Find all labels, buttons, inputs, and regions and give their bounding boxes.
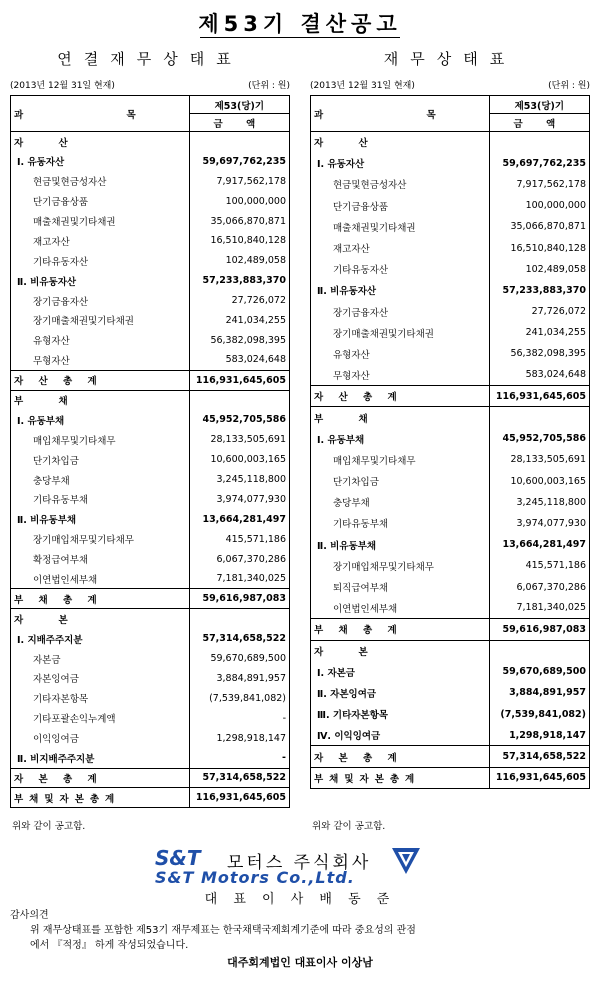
table-row [11, 171, 290, 191]
table-row [11, 748, 290, 768]
row-label: 단기차입금 [11, 450, 190, 470]
row-label: 부 채 [311, 407, 490, 428]
row-amount: 13,664,281,497 [202, 513, 286, 525]
table-row [11, 728, 290, 748]
row-amount: 56,382,098,395 [510, 348, 586, 360]
row-label: 부 채 총 계 [311, 619, 490, 640]
table-row [311, 386, 590, 407]
right-heading: 재무상태표 [383, 50, 517, 68]
row-label: 기타유동자산 [311, 259, 490, 280]
table-row [11, 569, 290, 589]
table-row [311, 280, 590, 301]
row-label: Ⅰ. 유동자산 [311, 153, 490, 174]
row-amount: 116,931,645,605 [489, 386, 589, 407]
row-amount: 100,000,000 [525, 200, 586, 212]
row-label: 자 산 총 계 [311, 386, 490, 407]
table-row [311, 237, 590, 258]
row-amount: 241,034,255 [225, 314, 286, 326]
row-amount: 7,181,340,025 [516, 602, 586, 614]
row-amount: 27,726,072 [231, 295, 286, 307]
row-label: Ⅱ. 비유동부채 [311, 534, 490, 555]
row-label: 단기차입금 [311, 471, 490, 492]
row-amount: 28,133,505,691 [210, 434, 286, 446]
table-row [11, 271, 290, 291]
row-label: Ⅰ. 유동부채 [311, 428, 490, 449]
right-date: (2013년 12월 31일 현재) [310, 81, 415, 91]
row-label: Ⅱ. 비지배주주지분 [11, 748, 190, 768]
row-amount: 16,510,840,128 [210, 235, 286, 247]
right-note: 위와 같이 공고함. [312, 821, 386, 832]
table-row [311, 216, 590, 237]
table-row [11, 609, 290, 629]
table-row [11, 450, 290, 470]
row-amount: 3,884,891,957 [509, 687, 586, 699]
table-row [311, 534, 590, 555]
audit-line1: 위 재무상태표를 포함한 제53기 재무제표는 한국채택국제회계기준에 따라 중요성의 관점 [30, 925, 416, 936]
row-label: 부채및자본총계 [11, 788, 190, 808]
notice-title: 제53기 결산공고 [198, 12, 402, 36]
row-label: 현금및현금성자산 [11, 171, 190, 191]
row-label: 기타포괄손익누계액 [11, 708, 190, 728]
row-label: Ⅳ. 이익잉여금 [311, 725, 490, 746]
row-label: 매입채무및기타채무 [11, 430, 190, 450]
table-row [311, 343, 590, 364]
table-row [11, 688, 290, 708]
table-row [11, 529, 290, 549]
audit-heading: 감사의견 [10, 910, 49, 921]
row-label: 기타유동부채 [311, 513, 490, 534]
row-amount: (7,539,841,082) [209, 692, 286, 704]
right-col-subject: 과 목 [311, 96, 490, 132]
row-amount: 13,664,281,497 [502, 539, 586, 551]
row-label: 자본금 [11, 649, 190, 669]
row-amount: 45,952,705,586 [502, 433, 586, 445]
table-row [11, 350, 290, 370]
table-row [11, 430, 290, 450]
row-amount: 415,571,186 [225, 533, 286, 545]
table-row [11, 311, 290, 331]
row-label: 장기매출채권및기타채권 [311, 322, 490, 343]
row-amount: - [282, 752, 286, 764]
row-amount: 415,571,186 [525, 560, 586, 572]
row-amount: 100,000,000 [225, 195, 286, 207]
table-row [311, 449, 590, 470]
row-amount: 59,616,987,083 [489, 619, 589, 640]
row-amount: 57,314,658,522 [189, 768, 289, 788]
company-name-kr: 모터스 주식회사 [227, 853, 372, 873]
table-row [11, 768, 290, 788]
left-heading: 연결재무상태표 [57, 50, 243, 68]
row-amount: 116,931,645,605 [489, 767, 589, 788]
table-row [311, 365, 590, 386]
row-label: Ⅱ. 비유동자산 [11, 271, 190, 291]
row-amount: 59,616,987,083 [189, 589, 289, 609]
row-label: 매입채무및기타채무 [311, 449, 490, 470]
row-label: 확정급여부채 [11, 549, 190, 569]
table-row [311, 555, 590, 576]
row-amount: 1,298,918,147 [216, 732, 286, 744]
table-row [311, 598, 590, 619]
table-row [311, 195, 590, 216]
row-label: Ⅱ. 비유동부채 [11, 509, 190, 529]
emblem-icon [390, 846, 422, 876]
row-label: Ⅱ. 비유동자산 [311, 280, 490, 301]
row-amount: 102,489,058 [525, 263, 586, 275]
row-label: Ⅰ. 유동자산 [11, 151, 190, 171]
table-row [311, 259, 590, 280]
row-label: 현금및현금성자산 [311, 174, 490, 195]
table-row [11, 151, 290, 171]
row-amount: 10,600,003,165 [210, 454, 286, 466]
left-balance-table [10, 95, 290, 808]
row-amount: 7,917,562,178 [516, 178, 586, 190]
row-label: 기타유동부채 [11, 490, 190, 510]
row-label: Ⅱ. 자본잉여금 [311, 682, 490, 703]
row-amount: 241,034,255 [525, 327, 586, 339]
table-row [11, 470, 290, 490]
table-row [311, 407, 590, 428]
row-label: 이익잉여금 [11, 728, 190, 748]
table-row [311, 725, 590, 746]
row-amount: 6,067,370,286 [216, 553, 286, 565]
row-amount: 116,931,645,605 [189, 788, 289, 808]
table-row [11, 211, 290, 231]
table-row [11, 490, 290, 510]
row-label: 부 채 [11, 390, 190, 410]
row-label: 장기금융자산 [311, 301, 490, 322]
table-row [311, 767, 590, 788]
table-row [311, 301, 590, 322]
row-amount: 16,510,840,128 [510, 242, 586, 254]
row-amount: 3,884,891,957 [216, 672, 286, 684]
table-row [311, 132, 590, 153]
row-label: 기타자본항목 [11, 688, 190, 708]
row-label: 자 산 [11, 132, 190, 152]
row-label: 무형자산 [11, 350, 190, 370]
row-label: 자 산 총 계 [11, 370, 190, 390]
row-amount: 583,024,648 [225, 354, 286, 366]
row-amount: 27,726,072 [531, 306, 586, 318]
row-label: 장기금융자산 [11, 291, 190, 311]
left-note: 위와 같이 공고함. [12, 821, 86, 832]
table-row [11, 390, 290, 410]
row-amount: 59,670,689,500 [502, 666, 586, 678]
table-row [11, 669, 290, 689]
row-label: Ⅰ. 자본금 [311, 661, 490, 682]
row-amount [189, 390, 289, 410]
table-row [11, 330, 290, 350]
left-col-amount: 금 액 [189, 114, 289, 132]
row-amount: 35,066,870,871 [510, 221, 586, 233]
table-row [11, 231, 290, 251]
table-row [311, 640, 590, 661]
row-label: 이연법인세부채 [311, 598, 490, 619]
table-row [11, 132, 290, 152]
table-row [311, 492, 590, 513]
table-row [311, 471, 590, 492]
right-unit: (단위 : 원) [548, 81, 590, 91]
row-amount [189, 609, 289, 629]
row-label: 자 본 총 계 [311, 746, 490, 767]
row-amount: 7,917,562,178 [216, 175, 286, 187]
table-row [11, 549, 290, 569]
row-label: 장기매입채무및기타채무 [311, 555, 490, 576]
row-amount [189, 132, 289, 152]
row-amount [489, 407, 589, 428]
row-amount: 1,298,918,147 [509, 729, 586, 741]
table-row [311, 322, 590, 343]
row-label: 이연법인세부채 [11, 569, 190, 589]
right-col-amount: 금 액 [489, 114, 589, 132]
row-label: 매출채권및기타채권 [311, 216, 490, 237]
row-amount [489, 640, 589, 661]
row-amount: 59,697,762,235 [202, 155, 286, 167]
company-name-en: S&T Motors Co.,Ltd. [155, 868, 355, 887]
title-underline [200, 37, 400, 38]
table-row [11, 788, 290, 808]
table-row [311, 746, 590, 767]
row-label: 유형자산 [11, 330, 190, 350]
audit-signature: 대주회계법인 대표이사 이상남 [227, 956, 373, 969]
table-row [11, 649, 290, 669]
row-label: Ⅲ. 기타자본항목 [311, 704, 490, 725]
row-amount: 3,245,118,800 [516, 496, 586, 508]
row-label: 유형자산 [311, 343, 490, 364]
left-date: (2013년 12월 31일 현재) [10, 81, 115, 91]
row-amount: 6,067,370,286 [516, 581, 586, 593]
row-label: 충당부채 [11, 470, 190, 490]
row-amount: 35,066,870,871 [210, 215, 286, 227]
row-label: 자 본 총 계 [11, 768, 190, 788]
table-row [311, 428, 590, 449]
row-amount: 45,952,705,586 [202, 414, 286, 426]
table-row [11, 589, 290, 609]
row-label: 재고자산 [11, 231, 190, 251]
row-amount: - [282, 712, 286, 724]
table-row [11, 191, 290, 211]
table-row [11, 509, 290, 529]
row-amount: 28,133,505,691 [510, 454, 586, 466]
row-label: 장기매출채권및기타채권 [11, 311, 190, 331]
row-amount: 102,489,058 [225, 255, 286, 267]
row-label: 부채및자본총계 [311, 767, 490, 788]
row-amount: 583,024,648 [525, 369, 586, 381]
row-amount: 59,697,762,235 [502, 157, 586, 169]
row-label: 퇴직급여부채 [311, 576, 490, 597]
table-row [11, 370, 290, 390]
table-row [11, 629, 290, 649]
row-label: Ⅰ. 지배주주지분 [11, 629, 190, 649]
row-amount: 59,670,689,500 [210, 653, 286, 665]
row-amount: 3,974,077,930 [216, 493, 286, 505]
right-col-period: 제53(당)기 [489, 96, 589, 114]
ceo-name: 대 표 이 사 배 동 준 [204, 892, 396, 907]
table-row [311, 682, 590, 703]
audit-line2: 에서 『적정』 하게 작성되었습니다. [30, 940, 189, 951]
table-row [11, 291, 290, 311]
row-label: 충당부채 [311, 492, 490, 513]
row-amount: 3,245,118,800 [216, 474, 286, 486]
row-amount: 57,314,658,522 [202, 633, 286, 645]
row-label: 단기금융상품 [311, 195, 490, 216]
row-label: 매출채권및기타채권 [11, 211, 190, 231]
row-label: 자 산 [311, 132, 490, 153]
row-label: 부 채 총 계 [11, 589, 190, 609]
table-row [311, 576, 590, 597]
audit-opinion [10, 908, 590, 970]
row-amount: 57,233,883,370 [502, 284, 586, 296]
row-amount: 56,382,098,395 [210, 334, 286, 346]
company-logo [155, 846, 455, 890]
row-label: 재고자산 [311, 237, 490, 258]
row-amount: 57,233,883,370 [202, 275, 286, 287]
row-label: 장기매입채무및기타채무 [11, 529, 190, 549]
row-label: 자본잉여금 [11, 669, 190, 689]
row-amount [489, 132, 589, 153]
row-amount: (7,539,841,082) [500, 708, 586, 720]
table-row [11, 410, 290, 430]
row-amount: 57,314,658,522 [489, 746, 589, 767]
right-balance-table [310, 95, 590, 789]
table-row [11, 708, 290, 728]
table-row [311, 661, 590, 682]
table-row [311, 704, 590, 725]
row-label: 무형자산 [311, 365, 490, 386]
table-row [311, 174, 590, 195]
row-amount: 7,181,340,025 [216, 573, 286, 585]
left-col-period: 제53(당)기 [189, 96, 289, 114]
left-unit: (단위 : 원) [248, 81, 290, 91]
row-amount: 116,931,645,605 [189, 370, 289, 390]
row-label: 단기금융상품 [11, 191, 190, 211]
brand-mark: S&T [155, 846, 201, 870]
row-amount: 3,974,077,930 [516, 517, 586, 529]
right-header-row [310, 78, 590, 91]
row-amount: 10,600,003,165 [510, 475, 586, 487]
row-label: 자 본 [11, 609, 190, 629]
table-row [311, 619, 590, 640]
row-label: 자 본 [311, 640, 490, 661]
left-header-row [10, 78, 290, 91]
left-col-subject: 과 목 [11, 96, 190, 132]
table-row [311, 153, 590, 174]
row-label: Ⅰ. 유동부채 [11, 410, 190, 430]
row-label: 기타유동자산 [11, 251, 190, 271]
table-row [11, 251, 290, 271]
table-row [311, 513, 590, 534]
